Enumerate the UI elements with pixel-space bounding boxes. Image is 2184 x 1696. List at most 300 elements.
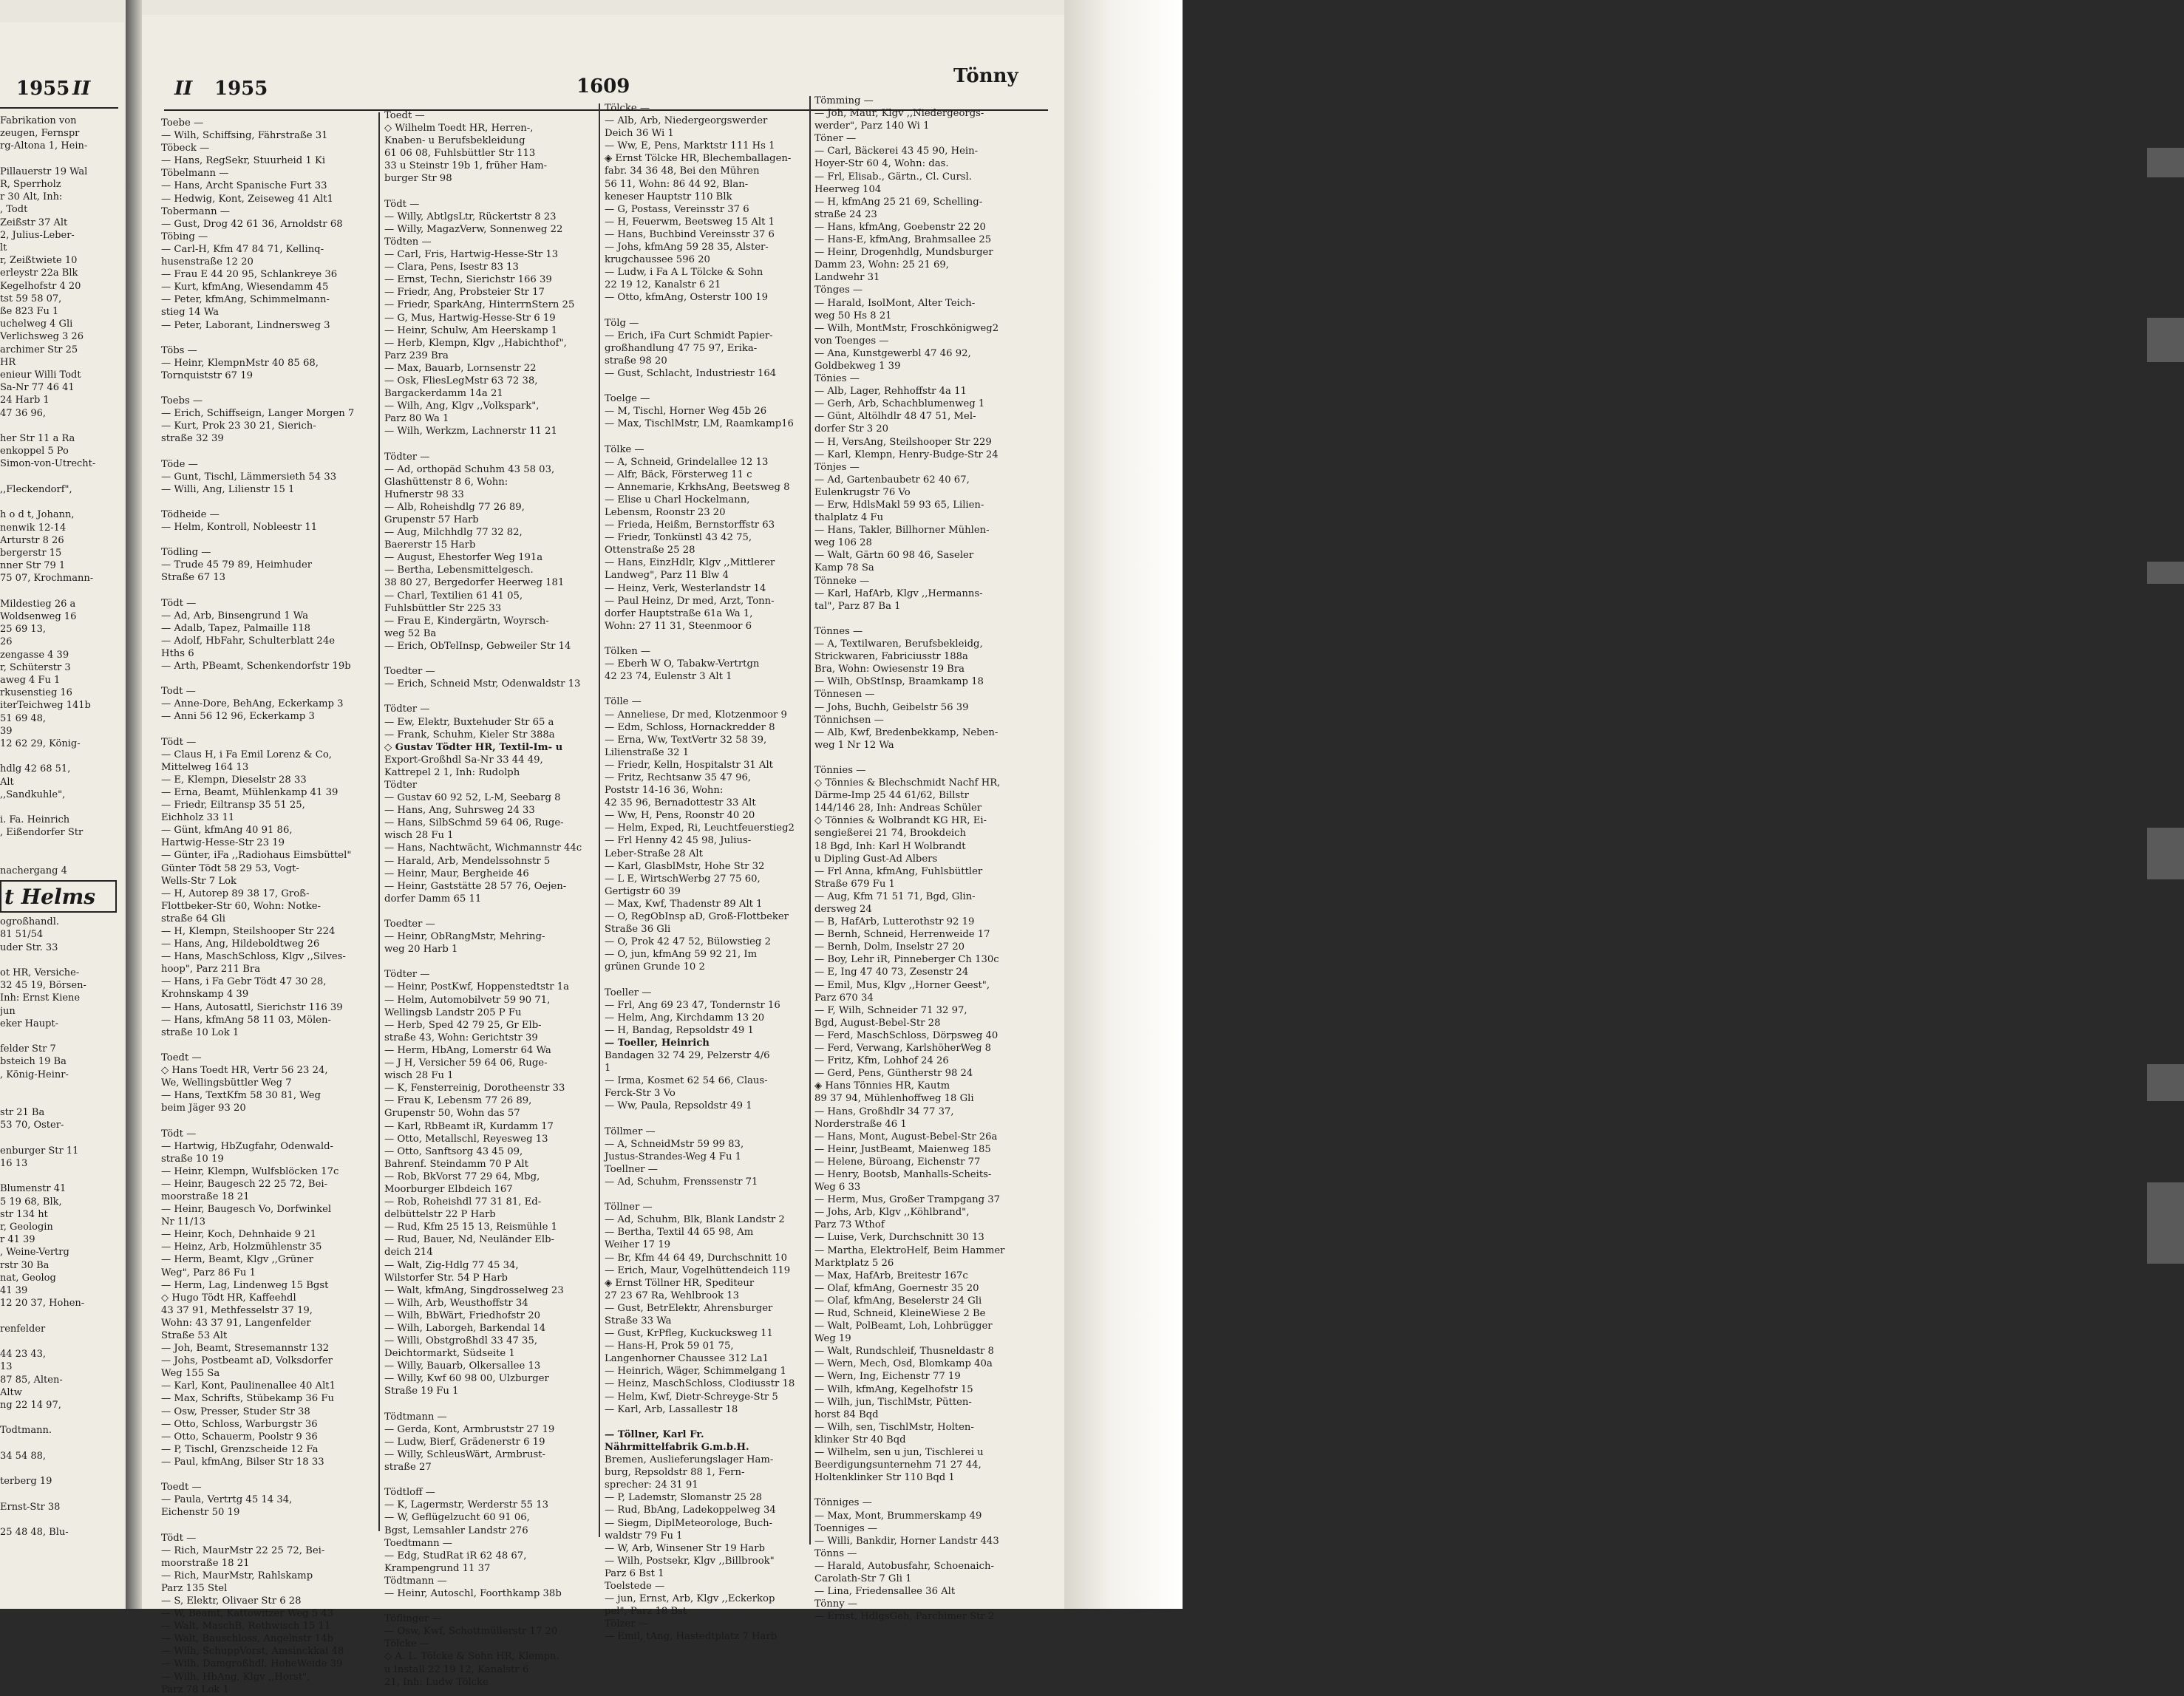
- directory-entry: — Rud, Schneid, KleineWiese 2 Be: [814, 1308, 986, 1319]
- surname-heading: Tölzer —: [605, 1618, 648, 1630]
- directory-entry: — Gust, Drog 42 61 36, Arnoldstr 68: [161, 218, 343, 230]
- directory-entry: — Hans, kfmAng 58 11 03, Mölen-: [161, 1014, 331, 1026]
- directory-entry: — Willi, Ang, Lilienstr 15 1: [161, 483, 295, 495]
- surname-heading: Tödheide —: [161, 508, 220, 520]
- directory-entry: — Gerh, Arb, Schachblumenweg 1: [814, 398, 985, 410]
- directory-line: zeugen, Fernspr: [0, 128, 80, 140]
- directory-line: 21, Inh: Ludw Tölcke: [384, 1676, 489, 1688]
- directory-entry: — Wilh, Damgroßhdl, HoheWeide 39: [161, 1658, 343, 1670]
- directory-line: Lebensm, Roonstr 23 20: [605, 507, 726, 518]
- directory-line: [605, 430, 819, 443]
- directory-line: Bremen, Auslieferungslager Ham-: [605, 1454, 774, 1466]
- directory-entry: — Rich, MaurMstr, Rahlskamp: [161, 1570, 313, 1581]
- directory-line: 144/146 28, Inh: Andreas Schüler: [814, 803, 982, 814]
- directory-entry: — Wilh, ObStInsp, Braamkamp 18: [814, 676, 984, 688]
- directory-line: [384, 185, 599, 198]
- directory-line: straße 10 Lok 1: [161, 1026, 239, 1038]
- directory-line: HR: [0, 356, 16, 368]
- directory-line: [161, 445, 375, 457]
- directory-entry: — Bertha, Lebensmittelgesch.: [384, 565, 534, 576]
- directory-entry: ◈ Ernst Tölcke HR, Blechemballagen-: [605, 153, 792, 165]
- directory-entry: — Alb, Kwf, Bredenbekkamp, Neben-: [814, 726, 999, 738]
- directory-entry: — F, Wilh, Schneider 71 32 97,: [814, 1004, 967, 1016]
- directory-entry: — Johs, kfmAng 59 28 35, Alster-: [605, 242, 769, 253]
- directory-line: Bargackerdamm 14a 21: [384, 388, 503, 400]
- directory-line: [384, 653, 599, 665]
- directory-line: , Todt: [0, 204, 28, 216]
- directory-entry: — Ad, Schuhm, Frenssenstr 71: [605, 1176, 758, 1188]
- directory-line: Krohnskamp 4 39: [161, 989, 249, 1001]
- directory-entry: — Max, Mont, Brummerskamp 49: [814, 1510, 982, 1522]
- directory-entry: — Ernst, HdlgsGeh, Parchimer Str 2: [814, 1611, 995, 1623]
- directory-entry: — Ana, Kunstgewerbl 47 46 92,: [814, 347, 971, 359]
- surname-heading: Töllner —: [605, 1202, 653, 1213]
- surname-heading: Toebs —: [161, 395, 203, 407]
- directory-line: Weg 19: [814, 1333, 851, 1345]
- directory-entry: — Wilh, Schiffsing, Fährstraße 31: [161, 130, 328, 142]
- directory-line: Fuhlsbüttler Str 225 33: [384, 602, 502, 614]
- directory-line: h o d t, Johann,: [0, 509, 75, 521]
- directory-line: [0, 852, 122, 865]
- surname-heading: Töde —: [161, 458, 198, 470]
- directory-line: 56 11, Wohn: 86 44 92, Blan-: [605, 178, 749, 190]
- page-edge: [1064, 0, 1183, 1609]
- directory-entry: — Arth, PBeamt, Schenkendorfstr 19b: [161, 661, 351, 672]
- directory-line: moorstraße 18 21: [161, 1191, 250, 1202]
- directory-line: [384, 690, 599, 703]
- directory-line: Glashüttenstr 8 6, Wohn:: [384, 476, 508, 488]
- directory-line: [0, 1310, 122, 1322]
- directory-line: ,,Fleckendorf",: [0, 483, 72, 495]
- directory-line: ogroßhandl.: [0, 916, 59, 928]
- directory-line: 47 36 96,: [0, 407, 47, 419]
- directory-line: [161, 1468, 375, 1481]
- directory-entry: — Frl, Ang 69 23 47, Tondernstr 16: [605, 999, 780, 1011]
- directory-entry: — Hans, Archt Spanische Furt 33: [161, 180, 327, 192]
- directory-line: horst 84 Bqd: [814, 1409, 879, 1420]
- directory-entry: — Hans, Ang, Hildeboldtweg 26: [161, 939, 320, 950]
- surname-heading: Tönneke —: [814, 575, 870, 587]
- directory-entry: — Alfr, Bäck, Försterweg 11 c: [605, 469, 752, 480]
- directory-line: 41 39: [0, 1285, 28, 1297]
- surname-heading: Tölg —: [605, 317, 639, 329]
- surname-heading: Toedtmann —: [384, 1537, 452, 1549]
- directory-entry: — Herb, Klempn, Klgv ,,Habichthof",: [384, 337, 567, 349]
- directory-entry: — Erich, iFa Curt Schmidt Papier-: [605, 330, 773, 341]
- directory-line: u Install 22 19 12, Kanalstr 6: [384, 1663, 529, 1675]
- directory-line: Parz 6 Bst 1: [605, 1567, 664, 1579]
- directory-line: 33 u Steinstr 19b 1, früher Ham-: [384, 160, 548, 172]
- directory-entry: — M, Tischl, Horner Weg 45b 26: [605, 406, 767, 418]
- directory-line: [161, 723, 375, 736]
- directory-entry: — Hartwig, HbZugfahr, Odenwald-: [161, 1140, 334, 1152]
- directory-line: her Str 11 a Ra: [0, 433, 75, 445]
- directory-line: [0, 1411, 122, 1424]
- directory-line: terberg 19: [0, 1476, 52, 1488]
- directory-line: Leber-Straße 28 Alt: [605, 848, 703, 859]
- directory-line: dorfer Hauptstraße 61a Wa 1,: [605, 607, 753, 619]
- directory-line: Moorburger Elbdeich 167: [384, 1183, 513, 1195]
- directory-entry: — Friedr, Tonkünstl 43 42 75,: [605, 532, 752, 544]
- left-header-rule: [0, 107, 118, 109]
- directory-entry: — Hans, SilbSchmd 59 64 06, Ruge-: [384, 817, 564, 829]
- directory-line: [0, 585, 122, 598]
- directory-entry: — Hans-E, kfmAng, Brahmsallee 25: [814, 234, 992, 246]
- directory-line: Grupenstr 50, Wohn das 57: [384, 1108, 520, 1120]
- directory-line: [0, 1437, 122, 1450]
- directory-entry: — Peter, kfmAng, Schimmelmann-: [161, 294, 330, 306]
- directory-entry: — Olaf, kfmAng, Goernestr 35 20: [814, 1282, 979, 1294]
- directory-line: Wells-Str 7 Lok: [161, 875, 237, 887]
- directory-entry: — H, VersAng, Steilshooper Str 229: [814, 436, 992, 448]
- directory-line: Lilienstraße 32 1: [605, 746, 690, 758]
- directory-line: Justus-Strandes-Weg 4 Fu 1: [605, 1151, 742, 1162]
- directory-line: Parz 135 Stel: [161, 1582, 228, 1594]
- surname-heading: Tobermann —: [161, 205, 230, 217]
- directory-line: [605, 304, 819, 317]
- directory-entry: — Joh, Maur, Klgv ,,Niedergeorgs-: [814, 108, 984, 120]
- directory-line: Woldsenweg 16: [0, 610, 77, 622]
- directory-line: [0, 1030, 122, 1043]
- directory-line: 34 54 88,: [0, 1450, 47, 1462]
- directory-entry: — Wilh, sen, TischlMstr, Holten-: [814, 1421, 974, 1433]
- surname-heading: Todt —: [161, 686, 196, 698]
- directory-entry: — Willy, MagazVerw, Sonnenweg 22: [384, 223, 563, 235]
- directory-line: [384, 905, 599, 918]
- directory-column-1: [161, 117, 375, 1696]
- directory-line: 25 69 13,: [0, 624, 47, 636]
- directory-entry: — Luise, Verk, Durchschnitt 30 13: [814, 1232, 984, 1244]
- directory-entry: — Frau E, Kindergärtn, Woyrsch-: [384, 615, 549, 627]
- directory-entry: — Wern, Ing, Eichenstr 77 19: [814, 1371, 961, 1383]
- directory-entry: — Ad, orthopäd Schuhm 43 58 03,: [384, 463, 555, 475]
- directory-entry: — Frieda, Heißm, Bernstorffstr 63: [605, 520, 775, 531]
- directory-line: Landwehr 31: [814, 272, 880, 284]
- directory-entry: ◈ Hans Tönnies HR, Kautm: [814, 1080, 950, 1092]
- directory-entry: — Olaf, kfmAng, Beselerstr 24 Gli: [814, 1295, 982, 1307]
- directory-entry: — Carl, Fris, Hartwig-Hesse-Str 13: [384, 249, 559, 261]
- directory-entry: — Heinr, Maur, Bergheide 46: [384, 868, 529, 879]
- directory-line: 89 37 94, Mühlenhoffweg 18 Gli: [814, 1093, 974, 1105]
- directory-line: 43 37 91, Methfesselstr 37 19,: [161, 1304, 313, 1316]
- directory-entry: ◇ Tönnies & Blechschmidt Nachf HR,: [814, 777, 1001, 789]
- directory-entry: — Gust, KrPfleg, Kuckucksweg 11: [605, 1328, 773, 1340]
- directory-line: Grupenstr 57 Harb: [384, 514, 479, 525]
- surname-heading: Töbeck —: [161, 143, 210, 154]
- directory-entry: — Osw, Kwf, Schottmüllerstr 17 20: [384, 1626, 558, 1638]
- directory-line: 42 35 96, Bernadottestr 33 Alt: [605, 797, 756, 809]
- directory-line: [0, 1513, 122, 1526]
- directory-entry: — Bernh, Dolm, Inselstr 27 20: [814, 941, 965, 953]
- directory-entry: — Frau E 44 20 95, Schlankreye 36: [161, 269, 338, 281]
- directory-entry: ◇ Wilhelm Toedt HR, Herren-,: [384, 123, 534, 134]
- directory-entry: — Walt, Zig-Hdlg 77 45 34,: [384, 1259, 519, 1271]
- directory-entry: — Frau K, Lebensm 77 26 89,: [384, 1095, 532, 1107]
- directory-entry: — Otto, Metallschl, Reyesweg 13: [384, 1133, 548, 1145]
- directory-entry: — Ww, H, Pens, Roonstr 40 20: [605, 810, 755, 822]
- directory-entry: — Walt, kfmAng, Singdrosselweg 23: [384, 1284, 564, 1296]
- directory-line: bsteich 19 Ba: [0, 1056, 67, 1068]
- directory-line: [161, 382, 375, 395]
- directory-entry: — Edm, Schloss, Hornackredder 8: [605, 721, 775, 733]
- directory-line: thalplatz 4 Fu: [814, 512, 884, 524]
- directory-entry: — Wern, Mech, Osd, Blomkamp 40a: [814, 1358, 993, 1370]
- directory-line: grünen Grunde 10 2: [605, 961, 705, 973]
- directory-entry: — H, Feuerwm, Beetsweg 15 Alt 1: [605, 216, 775, 228]
- directory-column-3: [605, 102, 819, 1643]
- directory-entry: — Anne-Dore, BehAng, Eckerkamp 3: [161, 698, 344, 710]
- directory-line: renfelder: [0, 1323, 46, 1335]
- surname-heading: Tölcke —: [605, 103, 650, 114]
- directory-line: [0, 750, 122, 763]
- directory-entry: — Hans, Großhdlr 34 77 37,: [814, 1106, 954, 1117]
- directory-line: Bgd, August-Bebel-Str 28: [814, 1017, 941, 1029]
- directory-entry: — Hans, kfmAng, Goebenstr 22 20: [814, 221, 986, 233]
- directory-entry: — Irma, Kosmet 62 54 66, Claus-: [605, 1075, 768, 1087]
- directory-entry: — Kurt, kfmAng, Wiesendamm 45: [161, 282, 329, 293]
- directory-entry: — Heinr, Schulw, Am Heerskamp 1: [384, 324, 558, 336]
- directory-entry: — Gunt, Tischl, Lämmersieth 54 33: [161, 471, 337, 483]
- directory-entry: — Walt, MaschB, Rethwisch 15 11: [161, 1621, 331, 1632]
- directory-line: moorstraße 18 21: [161, 1557, 250, 1569]
- directory-line: [0, 1170, 122, 1182]
- directory-entry: — E, Ing 47 40 73, Zesenstr 24: [814, 967, 969, 978]
- directory-line: 18 Bgd, Inh: Karl H Wolbrandt: [814, 840, 966, 852]
- directory-line: archimer Str 25: [0, 344, 78, 355]
- directory-line: Straße 33 Wa: [605, 1315, 672, 1327]
- directory-entry: — Gust, BetrElektr, Ahrensburger: [605, 1302, 773, 1314]
- directory-entry: — Walt, Gärtn 60 98 46, Saseler: [814, 550, 974, 562]
- directory-line: [605, 633, 819, 645]
- surname-heading: Tödten —: [384, 236, 432, 248]
- directory-line: nner Str 79 1: [0, 560, 66, 572]
- surname-heading: Tölke —: [605, 443, 644, 455]
- directory-line: 75 07, Krochmann-: [0, 573, 94, 585]
- directory-line: 32 45 19, Börsen-: [0, 980, 86, 992]
- surname-heading: Tömming —: [814, 95, 874, 106]
- directory-line: Arturstr 8 26: [0, 534, 64, 546]
- directory-entry: — Willi, Obstgroßhdl 33 47 35,: [384, 1335, 538, 1347]
- directory-line: ße 823 Fu 1: [0, 306, 59, 318]
- directory-line: [384, 1474, 599, 1486]
- surname-heading: Tönnesen —: [814, 689, 875, 701]
- surname-heading: Tönniges —: [814, 1497, 872, 1509]
- directory-line: , König-Heinr-: [0, 1069, 69, 1080]
- directory-entry: — Günter, iFa ,,Radiohaus Eimsbüttel": [161, 850, 352, 862]
- directory-entry: — Ad, Gartenbaubetr 62 40 67,: [814, 474, 970, 486]
- directory-entry: — Friedr, Eiltransp 35 51 25,: [161, 800, 305, 811]
- directory-entry: — Willy, Kwf 60 98 00, Ulzburger: [384, 1373, 549, 1385]
- directory-line: werder", Parz 140 Wi 1: [814, 120, 930, 132]
- surname-heading: Tödt —: [161, 597, 197, 609]
- directory-line: [161, 534, 375, 546]
- surname-heading: Tönns —: [814, 1547, 857, 1559]
- surname-heading: Tödter —: [384, 451, 430, 463]
- directory-entry: — Heinrich, Wäger, Schimmelgang 1: [605, 1366, 786, 1377]
- directory-line: dorfer Str 3 20: [814, 423, 889, 435]
- directory-entry: — Willy, Bauarb, Olkersallee 13: [384, 1360, 541, 1372]
- directory-line: Goldbekweg 1 39: [814, 360, 901, 372]
- directory-entry: — Erich, ObTelInsp, Gebweiler Str 14: [384, 640, 571, 652]
- directory-entry: — Rud, BbAng, Ladekoppelweg 34: [605, 1505, 776, 1516]
- directory-entry: — Ww, E, Pens, Marktstr 111 Hs 1: [605, 140, 775, 152]
- directory-line: Damm 23, Wohn: 25 21 69,: [814, 259, 949, 271]
- directory-line: [0, 801, 122, 814]
- directory-line: 38 80 27, Bergedorfer Heerweg 181: [384, 577, 565, 589]
- directory-entry: — A, Schneid, Grindelallee 12 13: [605, 456, 769, 468]
- directory-entry: — Heinr, Koch, Dehnhaide 9 21: [161, 1229, 317, 1241]
- directory-entry: — Ferd, MaschSchloss, Dörpsweg 40: [814, 1029, 999, 1041]
- directory-entry: — Heinz, MaschSchloss, Clodiusstr 18: [605, 1378, 795, 1390]
- directory-line: [0, 420, 122, 432]
- surname-heading: Toelstede —: [605, 1580, 665, 1592]
- surname-heading: Tödter —: [384, 969, 430, 981]
- directory-entry: — Wilh, BbWärt, Friedhofstr 20: [384, 1310, 540, 1321]
- directory-entry: — Frl Henny 42 45 98, Julius-: [605, 835, 752, 847]
- directory-line: 51 69 48,: [0, 712, 47, 724]
- directory-entry: — Paul, kfmAng, Bilser Str 18 33: [161, 1456, 324, 1468]
- directory-entry: — Friedr, SparkAng, HinterrnStern 25: [384, 299, 575, 311]
- directory-line: 44 23 43,: [0, 1349, 47, 1360]
- directory-entry: — Friedr, Ang, Probsteier Str 17: [384, 287, 545, 299]
- directory-entry: — Martha, ElektroHelf, Beim Hammer: [814, 1244, 1005, 1256]
- directory-line: Norderstraße 46 1: [814, 1118, 907, 1130]
- directory-line: Hufnerstr 98 33: [384, 488, 464, 500]
- directory-entry: — Paula, Vertrtg 45 14 34,: [161, 1494, 293, 1506]
- directory-line: straße 24 23: [814, 208, 877, 220]
- directory-entry: — Rud, Kfm 25 15 13, Reismühle 1: [384, 1222, 557, 1233]
- directory-line: 39: [0, 725, 13, 737]
- left-page-volume: II: [72, 78, 91, 100]
- directory-entry: — W, Geflügelzucht 60 91 06,: [384, 1512, 530, 1524]
- surname-heading: Toebe —: [161, 118, 204, 129]
- directory-line: Gertigstr 60 39: [605, 885, 681, 897]
- directory-entry: — Elise u Charl Hockelmann,: [605, 494, 750, 505]
- directory-entry: — Heinr, Drogenhdlg, Mundsburger: [814, 247, 993, 259]
- directory-line: [814, 752, 1051, 764]
- directory-line: 27 23 67 Ra, Wehlbrook 13: [605, 1290, 739, 1301]
- directory-entry: ◇ Gustav Tödter HR, Textil-Im- u: [384, 741, 563, 753]
- directory-entry: — Rich, MaurMstr 22 25 72, Bei-: [161, 1545, 325, 1556]
- directory-entry: — Hans-H, Prok 59 01 75,: [605, 1341, 734, 1352]
- directory-entry: — Joh, Beamt, Stresemannstr 132: [161, 1343, 330, 1355]
- directory-line: [814, 1484, 1051, 1496]
- directory-entry: — Ludw, i Fa A L Tölcke & Sohn: [605, 267, 763, 279]
- directory-line: Straße 36 Gli: [605, 924, 671, 936]
- directory-line: Parz 73 Wthof: [814, 1219, 885, 1231]
- directory-entry: — Wilh, SchuppVorst, Amsinckkai 48: [161, 1646, 344, 1658]
- directory-line: felder Str 7: [0, 1043, 56, 1055]
- directory-entry: — Carl, Bäckerei 43 45 90, Hein-: [814, 146, 979, 157]
- directory-line: weg 20 Harb 1: [384, 944, 458, 956]
- directory-entry: ◇ Hans Toedt HR, Vertr 56 23 24,: [161, 1065, 328, 1077]
- directory-entry: — Osw, Presser, Studer Str 38: [161, 1406, 310, 1417]
- directory-line: Landweg", Parz 11 Blw 4: [605, 570, 729, 582]
- directory-line: Sa-Nr 77 46 41: [0, 382, 75, 394]
- directory-entry: — Rob, BkVorst 77 29 64, Mbg,: [384, 1171, 540, 1182]
- directory-line: 13: [0, 1361, 13, 1373]
- directory-line: [0, 954, 122, 967]
- directory-entry: — Kurt, Prok 23 30 21, Sierich-: [161, 420, 316, 432]
- directory-entry: — Carl-H, Kfm 47 84 71, Kellinq-: [161, 243, 324, 255]
- directory-entry: — Ludw, Bierf, Grädenerstr 6 19: [384, 1436, 545, 1448]
- directory-line: straße 10 19: [161, 1153, 224, 1165]
- directory-line: bergerstr 15: [0, 547, 62, 559]
- directory-line: jun: [0, 1005, 16, 1017]
- directory-line: Wellingsb Landstr 205 P Fu: [384, 1007, 522, 1018]
- directory-line: Beerdigungsunternehm 71 27 44,: [814, 1460, 982, 1471]
- directory-entry: — Herm, Mus, Großer Trampgang 37: [814, 1194, 1001, 1206]
- directory-entry: — Hedwig, Kont, Zeiseweg 41 Alt1: [161, 193, 333, 205]
- directory-line: We, Wellingsbüttler Weg 7: [161, 1077, 292, 1089]
- directory-line: 53 70, Oster-: [0, 1120, 64, 1131]
- directory-entry: — Boy, Lehr iR, Pinneberger Ch 130c: [814, 954, 999, 966]
- directory-column-4: [814, 95, 1051, 1623]
- directory-entry: — Harald, IsolMont, Alter Teich-: [814, 297, 976, 309]
- directory-entry: — Willy, SchleusWärt, Armbrust-: [384, 1448, 545, 1460]
- directory-entry: — Erich, Schiffseign, Langer Morgen 7: [161, 408, 355, 420]
- directory-entry: — Hans, EinzHdlr, Klgv ,,Mittlerer: [605, 557, 775, 569]
- directory-line: Tödter: [384, 779, 418, 791]
- directory-entry: — Heinr, ObRangMstr, Mehring-: [384, 931, 545, 943]
- directory-entry: — Max, Schrifts, Stübekamp 36 Fu: [161, 1393, 335, 1405]
- directory-line: [0, 1094, 122, 1106]
- directory-line: Parz 78 Lok 1: [161, 1683, 229, 1695]
- directory-entry: — A, SchneidMstr 59 99 83,: [605, 1138, 744, 1150]
- left-page-fragment: [0, 22, 124, 1609]
- directory-entry: — Walt, Rundschleif, Thusneldastr 8: [814, 1346, 994, 1358]
- directory-entry: — Karl, RbBeamt iR, Kurdamm 17: [384, 1120, 554, 1132]
- surname-heading: Tödt —: [161, 1532, 197, 1544]
- directory-entry: — Heinr, Baugesch 22 25 72, Bei-: [161, 1178, 328, 1190]
- directory-entry: — Gustav 60 92 52, L-M, Seebarg 8: [384, 792, 561, 804]
- directory-entry: — Herb, Sped 42 79 25, Gr Elb-: [384, 1019, 542, 1031]
- directory-line: Parz 239 Bra: [384, 350, 449, 361]
- directory-entry: — Günt, kfmAng 40 91 86,: [161, 825, 293, 837]
- directory-entry: — Harald, Autobusfahr, Schoenaich-: [814, 1560, 994, 1572]
- directory-entry: — Alb, Lager, Rehhoffstr 4a 11: [814, 386, 967, 398]
- directory-line: Bandagen 32 74 29, Pelzerstr 4/6: [605, 1050, 770, 1062]
- directory-line: uder Str. 33: [0, 941, 58, 953]
- directory-line: nenwik 12-14: [0, 522, 67, 534]
- directory-entry: — Erna, Ww, TextVertr 32 58 39,: [605, 734, 767, 746]
- directory-line: 81 51/54: [0, 929, 44, 941]
- directory-line: straße 64 Gli: [161, 913, 225, 924]
- directory-line: burger Str 98: [384, 173, 452, 185]
- directory-entry: — Emil, Mus, Klgv ,,Horner Geest",: [814, 979, 990, 991]
- directory-line: Baererstr 15 Harb: [384, 539, 476, 551]
- directory-line: , Eißendorfer Str: [0, 827, 84, 839]
- directory-line: Ottenstraße 25 28: [605, 545, 695, 556]
- directory-entry: — Wilh, Werkzm, Lachnerstr 11 21: [384, 426, 557, 437]
- directory-line: Langenhorner Chaussee 312 La1: [605, 1353, 769, 1365]
- directory-line: eker Haupt-: [0, 1018, 59, 1029]
- surname-heading: Töflinger —: [384, 1613, 442, 1625]
- directory-entry: — Heinr, Klempn, Wulfsblöcken 17c: [161, 1165, 339, 1177]
- directory-line: Verlichsweg 3 26: [0, 331, 84, 343]
- directory-line: [605, 683, 819, 695]
- directory-line: Fabrikation von: [0, 115, 77, 126]
- directory-line: enburger Str 11: [0, 1145, 79, 1157]
- directory-line: Alt: [0, 776, 14, 788]
- directory-line: Kamp 78 Sa: [814, 562, 874, 574]
- directory-entry: ◇ Hugo Tödt HR, Kaffeehdl: [161, 1292, 296, 1304]
- directory-entry: — Willi, Bankdir, Horner Landstr 443: [814, 1535, 999, 1547]
- directory-entry: — K, Lagermstr, Werderstr 55 13: [384, 1499, 549, 1511]
- directory-line: 87 85, Alten-: [0, 1374, 63, 1386]
- directory-line: keneser Hauptstr 110 Blk: [605, 191, 732, 202]
- directory-line: enkoppel 5 Po: [0, 446, 69, 457]
